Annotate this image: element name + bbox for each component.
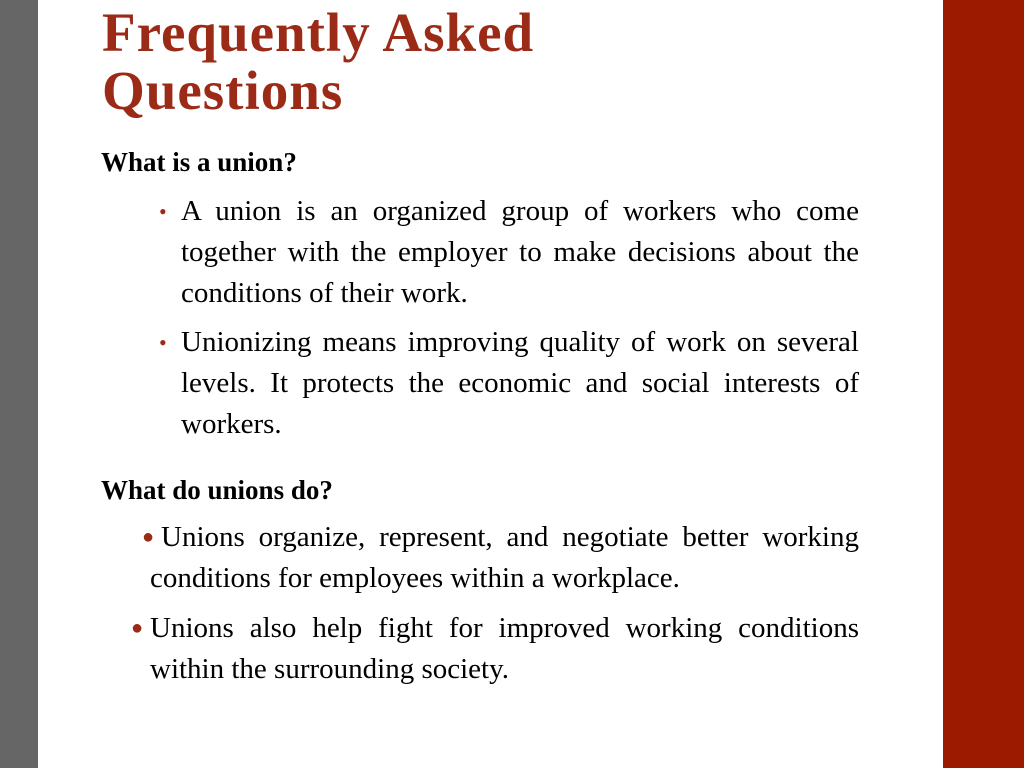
list-item [131,608,859,690]
bullet-icon: ● [142,526,155,548]
bullet-text: Unionizing means improving quality of work on several levels. It protects the economic and social interests of workers. [181,326,859,440]
question-heading-unions-do: What do unions do? [101,475,333,505]
bullet-icon: • [159,199,167,224]
bullet-text: Unions organize, represent, and negotiate better working conditions for employees within a workplace. [150,521,859,594]
slide-title-line-1: Frequently Asked [102,2,535,63]
bullet-text: A union is an organized group of workers who come together with the employer to make decisions about the conditions of their work. [181,195,859,309]
answer-list-union [159,191,859,453]
bullet-icon: • [159,330,167,355]
left-accent-bar [0,0,38,768]
answer-list-unions-do [131,517,859,699]
bullet-icon: ● [131,617,144,639]
slide-title [102,4,902,120]
slide-title-line-2: Questions [102,60,344,121]
question-heading-union: What is a union? [101,147,297,177]
bullet-text: Unions also help fight for improved working conditions within the surrounding society. [150,612,859,685]
list-item [159,191,859,314]
list-item [142,517,859,599]
right-accent-bar [943,0,1024,768]
list-item [159,322,859,445]
